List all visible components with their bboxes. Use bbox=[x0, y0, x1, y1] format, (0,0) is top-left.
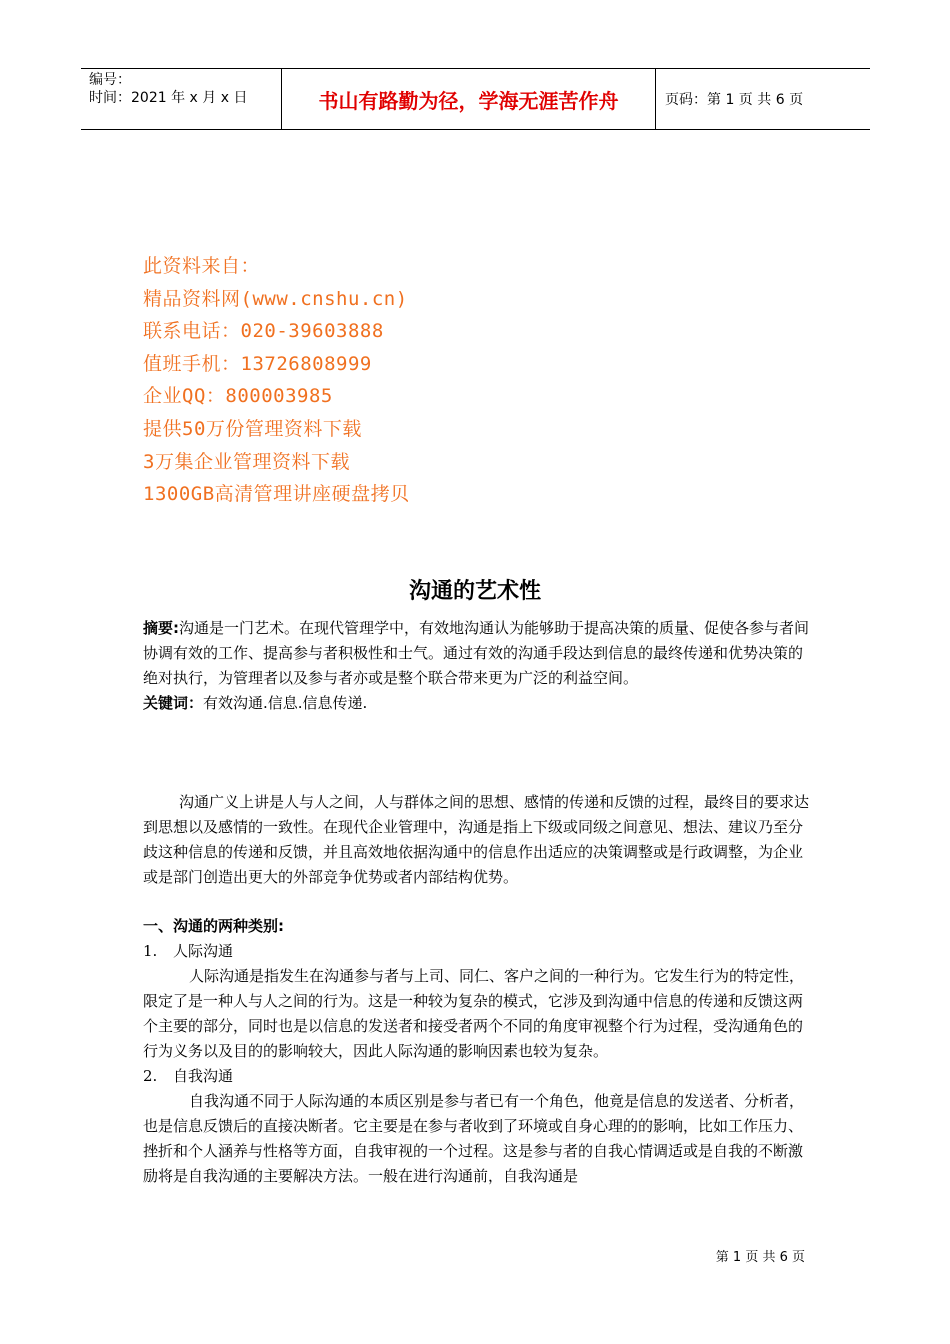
source-line: 精品资料网(www.cnshu.cn) bbox=[143, 287, 408, 310]
source-line: 值班手机：13726808999 bbox=[143, 352, 372, 375]
abstract-label: 摘要: bbox=[143, 619, 179, 637]
abstract-text: 沟通是一门艺术。在现代管理学中，有效地沟通认为能够助于提高决策的质量、促使各参与者间协调有效的工作、提高参与者积极性和士气。通过有效的沟通手段达到信息的最终传递和优势决策的绝对执行，为管理者以及参与者亦或是整个联合带来更为广泛的利益空间。 bbox=[143, 619, 810, 687]
subsection-paragraph: 自我沟通不同于人际沟通的本质区别是参与者已有一个角色，他竟是信息的发送者、分析者，也是信息反馈后的直接决断者。它主要是在参与者收到了环境或自身心理的的影响，比如工作压力、挫折和个人涵养与性格等方面，自我审视的一个过程。这是参与者的自我心情调适或是自我的不断激励将是自我沟通的主要解决方法。一般在进行沟通前，自我沟通是 bbox=[143, 1092, 805, 1185]
source-info-block bbox=[143, 250, 410, 511]
item-number: 1. bbox=[143, 942, 158, 960]
subsection-heading bbox=[143, 939, 811, 964]
number-label: 编号： bbox=[89, 72, 131, 88]
subsection-heading bbox=[143, 1064, 811, 1089]
source-line: 联系电话：020-39603888 bbox=[143, 320, 384, 343]
document-title: 沟通的艺术性 bbox=[408, 579, 541, 604]
item-title: 人际沟通 bbox=[173, 942, 234, 960]
source-line: 提供50万份管理资料下载 bbox=[143, 417, 362, 440]
source-line: 1300GB高清管理讲座硬盘拷贝 bbox=[143, 483, 410, 506]
header-page-info: 页码：第 1 页 共 6 页 bbox=[665, 92, 804, 108]
header-meta bbox=[89, 69, 281, 131]
intro-block bbox=[143, 790, 811, 890]
source-line: 此资料来自： bbox=[143, 255, 261, 277]
source-line: 企业QQ：800003985 bbox=[143, 385, 333, 408]
abstract-paragraph bbox=[143, 616, 811, 691]
keywords-paragraph bbox=[143, 691, 811, 716]
header-motto: 书山有路勤为径，学海无涯苦作舟 bbox=[281, 69, 656, 129]
section-1 bbox=[143, 914, 811, 1189]
item-number: 2. bbox=[143, 1067, 158, 1085]
date-line: 时间：2021 年 x 月 x 日 bbox=[89, 90, 248, 106]
page-header bbox=[81, 68, 870, 130]
abstract-block bbox=[143, 616, 811, 716]
section-heading: 一、沟通的两种类别: bbox=[143, 917, 284, 935]
source-line: 3万集企业管理资料下载 bbox=[143, 450, 350, 473]
item-title: 自我沟通 bbox=[173, 1067, 234, 1085]
keywords-text: 有效沟通.信息.信息传递. bbox=[203, 694, 368, 712]
subsection-paragraph: 人际沟通是指发生在沟通参与者与上司、同仁、客户之间的一种行为。它发生行为的特定性，限定了是一种人与人之间的行为。这是一种较为复杂的模式，它涉及到沟通中信息的传递和反馈这两个主要的部分，同时也是以信息的发送者和接受者两个不同的角度审视整个行为过程，受沟通角色的行为义务以及目的的影响较大，因此人际沟通的影响因素也较为复杂。 bbox=[143, 967, 805, 1060]
intro-paragraph: 沟通广义上讲是人与人之间，人与群体之间的思想、感情的传递和反馈的过程，最终目的要求达到思想以及感情的一致性。在现代企业管理中，沟通是指上下级或同级之间意见、想法、建议乃至分歧这种信息的传递和反馈，并且高效地依据沟通中的信息作出适应的决策调整或是行政调整，为企业或是部门创造出更大的外部竞争优势或者内部结构优势。 bbox=[143, 793, 810, 886]
page-footer: 第 1 页 共 6 页 bbox=[715, 1250, 805, 1265]
keywords-label: 关键词： bbox=[143, 694, 204, 712]
